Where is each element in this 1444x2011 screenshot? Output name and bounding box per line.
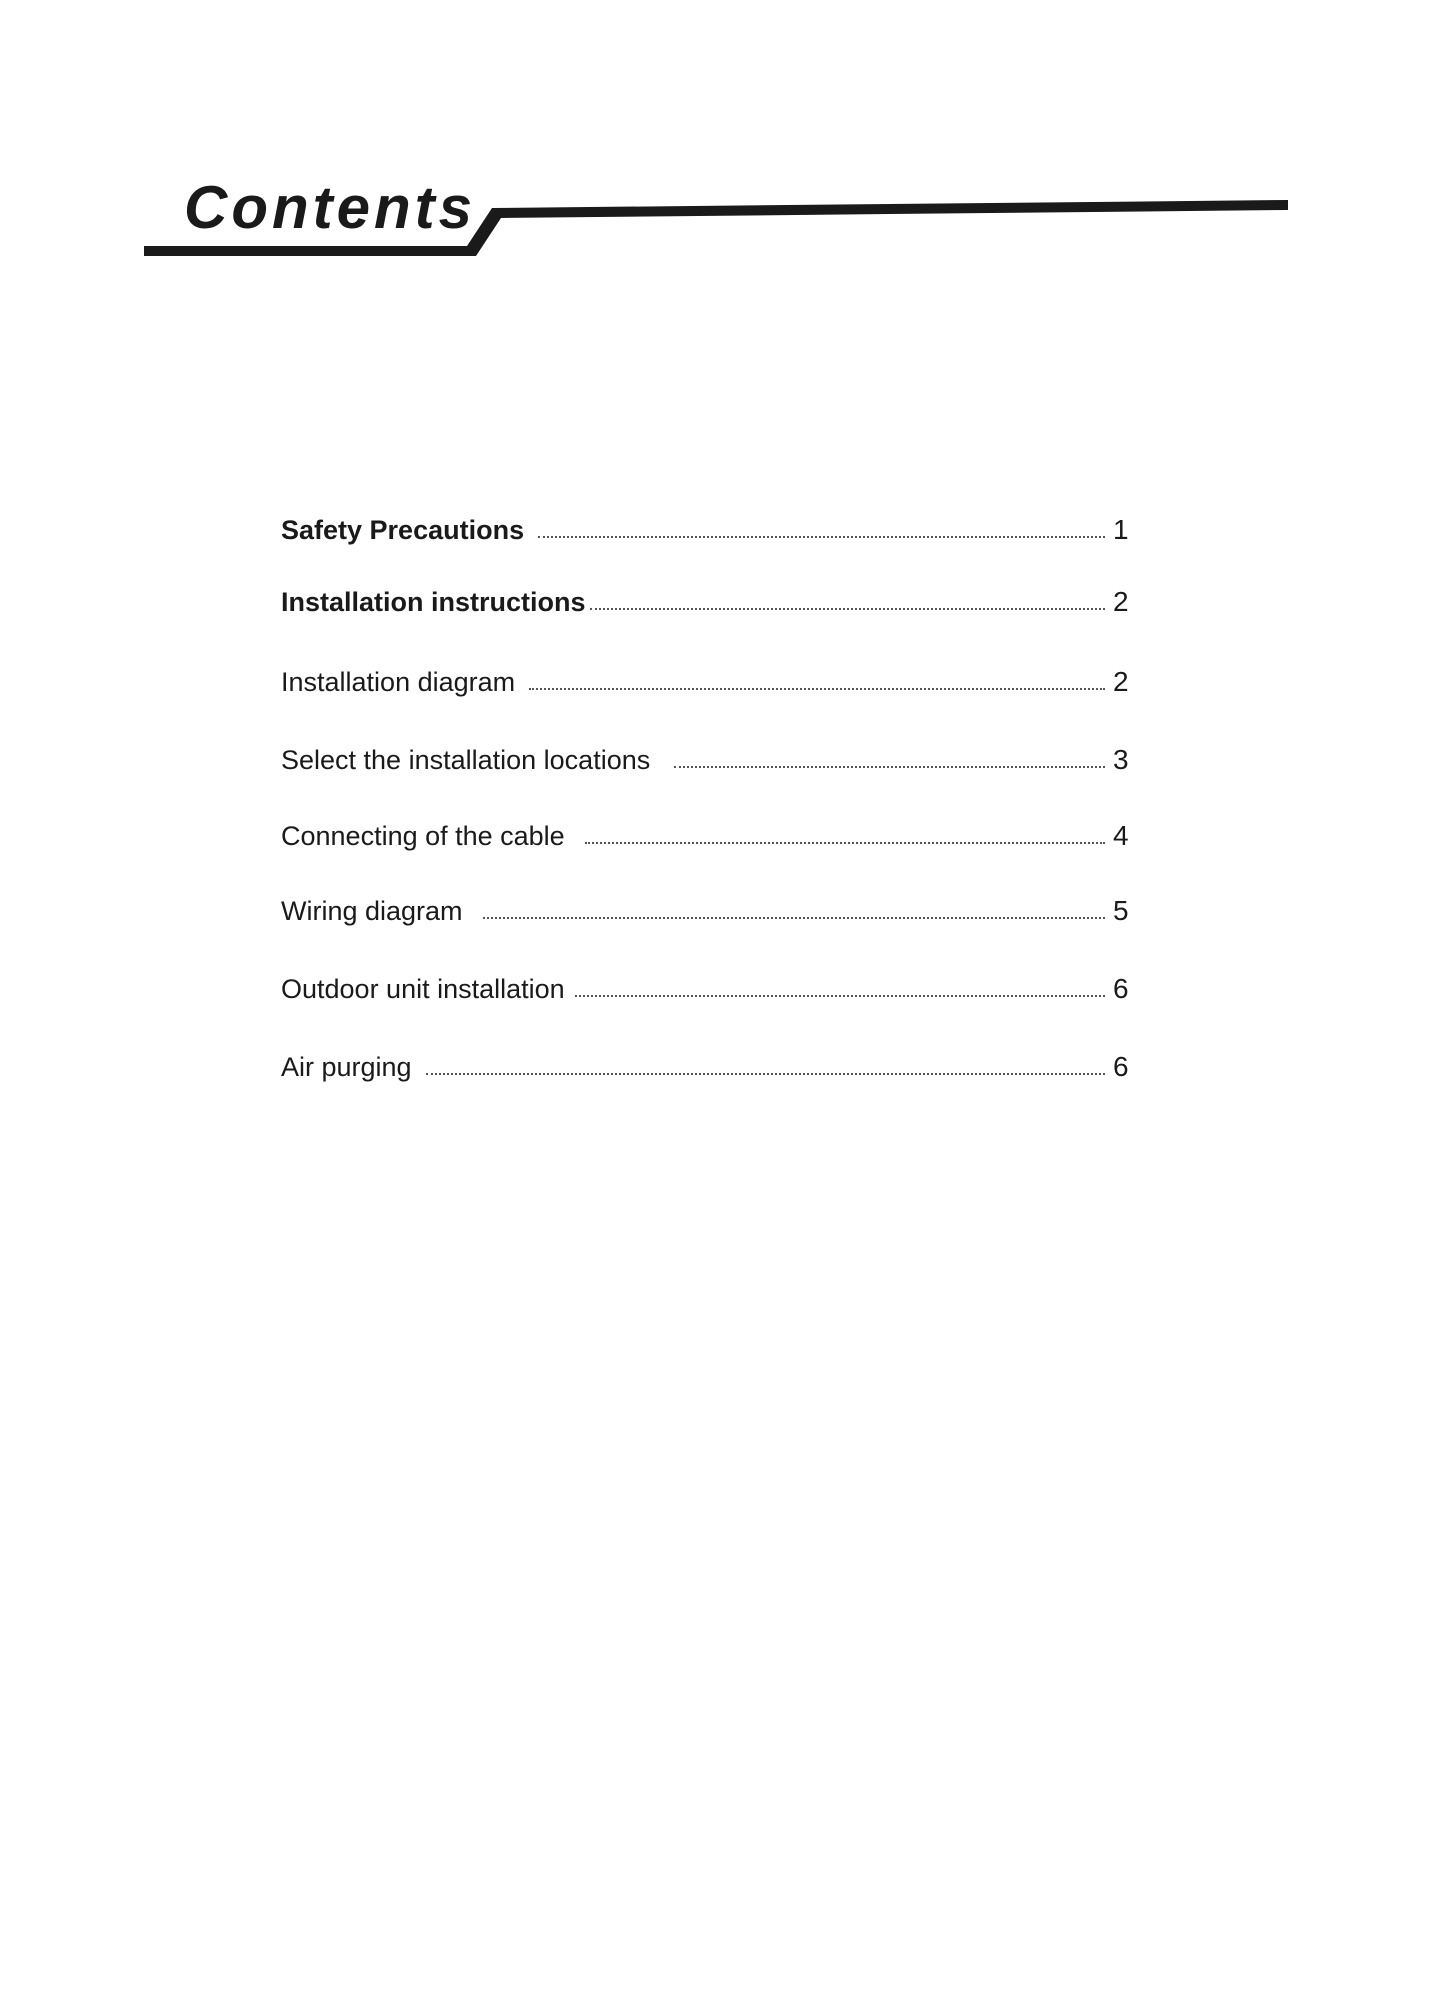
toc-entry-label: Outdoor unit installation (281, 974, 565, 1004)
page-title: Contents (184, 174, 476, 241)
toc-entry-air-purging[interactable] (281, 1043, 1141, 1083)
toc-entry-label: Installation diagram (281, 667, 516, 697)
toc-page-number: 5 (1113, 895, 1129, 926)
toc-entry-outdoor-unit-installation[interactable] (281, 965, 1141, 1005)
toc-page-number: 2 (1113, 586, 1129, 617)
toc-entry-label: Safety Precautions (281, 515, 525, 545)
toc-entry-installation-diagram[interactable] (281, 658, 1141, 698)
toc-page-number: 4 (1113, 820, 1129, 851)
toc-dot-leader (674, 766, 1105, 768)
contents-heading (144, 166, 1304, 266)
toc-page-number: 6 (1113, 973, 1129, 1004)
toc-page-number: 1 (1113, 514, 1129, 545)
toc-page-number: 3 (1113, 744, 1129, 775)
toc-entry-label: Installation instructions (281, 587, 586, 617)
toc-entry-safety-precautions[interactable] (281, 506, 1141, 546)
toc-entry-wiring-diagram[interactable] (281, 887, 1141, 927)
toc-page-number: 6 (1113, 1051, 1129, 1082)
toc-entry-label: Select the installation locations (281, 745, 651, 775)
toc-entry-connecting-cable[interactable] (281, 812, 1141, 852)
toc-entry-select-installation-locations[interactable] (281, 736, 1141, 776)
toc-dot-leader (590, 608, 1105, 610)
toc-entry-installation-instructions[interactable] (281, 578, 1141, 618)
toc-dot-leader (585, 842, 1105, 844)
toc-entry-label: Wiring diagram (281, 896, 463, 926)
toc-dot-leader (529, 688, 1105, 690)
toc-dot-leader (426, 1073, 1105, 1075)
toc-dot-leader (483, 917, 1105, 919)
toc-entry-label: Connecting of the cable (281, 821, 565, 851)
toc-dot-leader (575, 995, 1105, 997)
toc-page-number: 2 (1113, 666, 1129, 697)
toc-dot-leader (538, 536, 1105, 538)
toc-entry-label: Air purging (281, 1052, 412, 1082)
